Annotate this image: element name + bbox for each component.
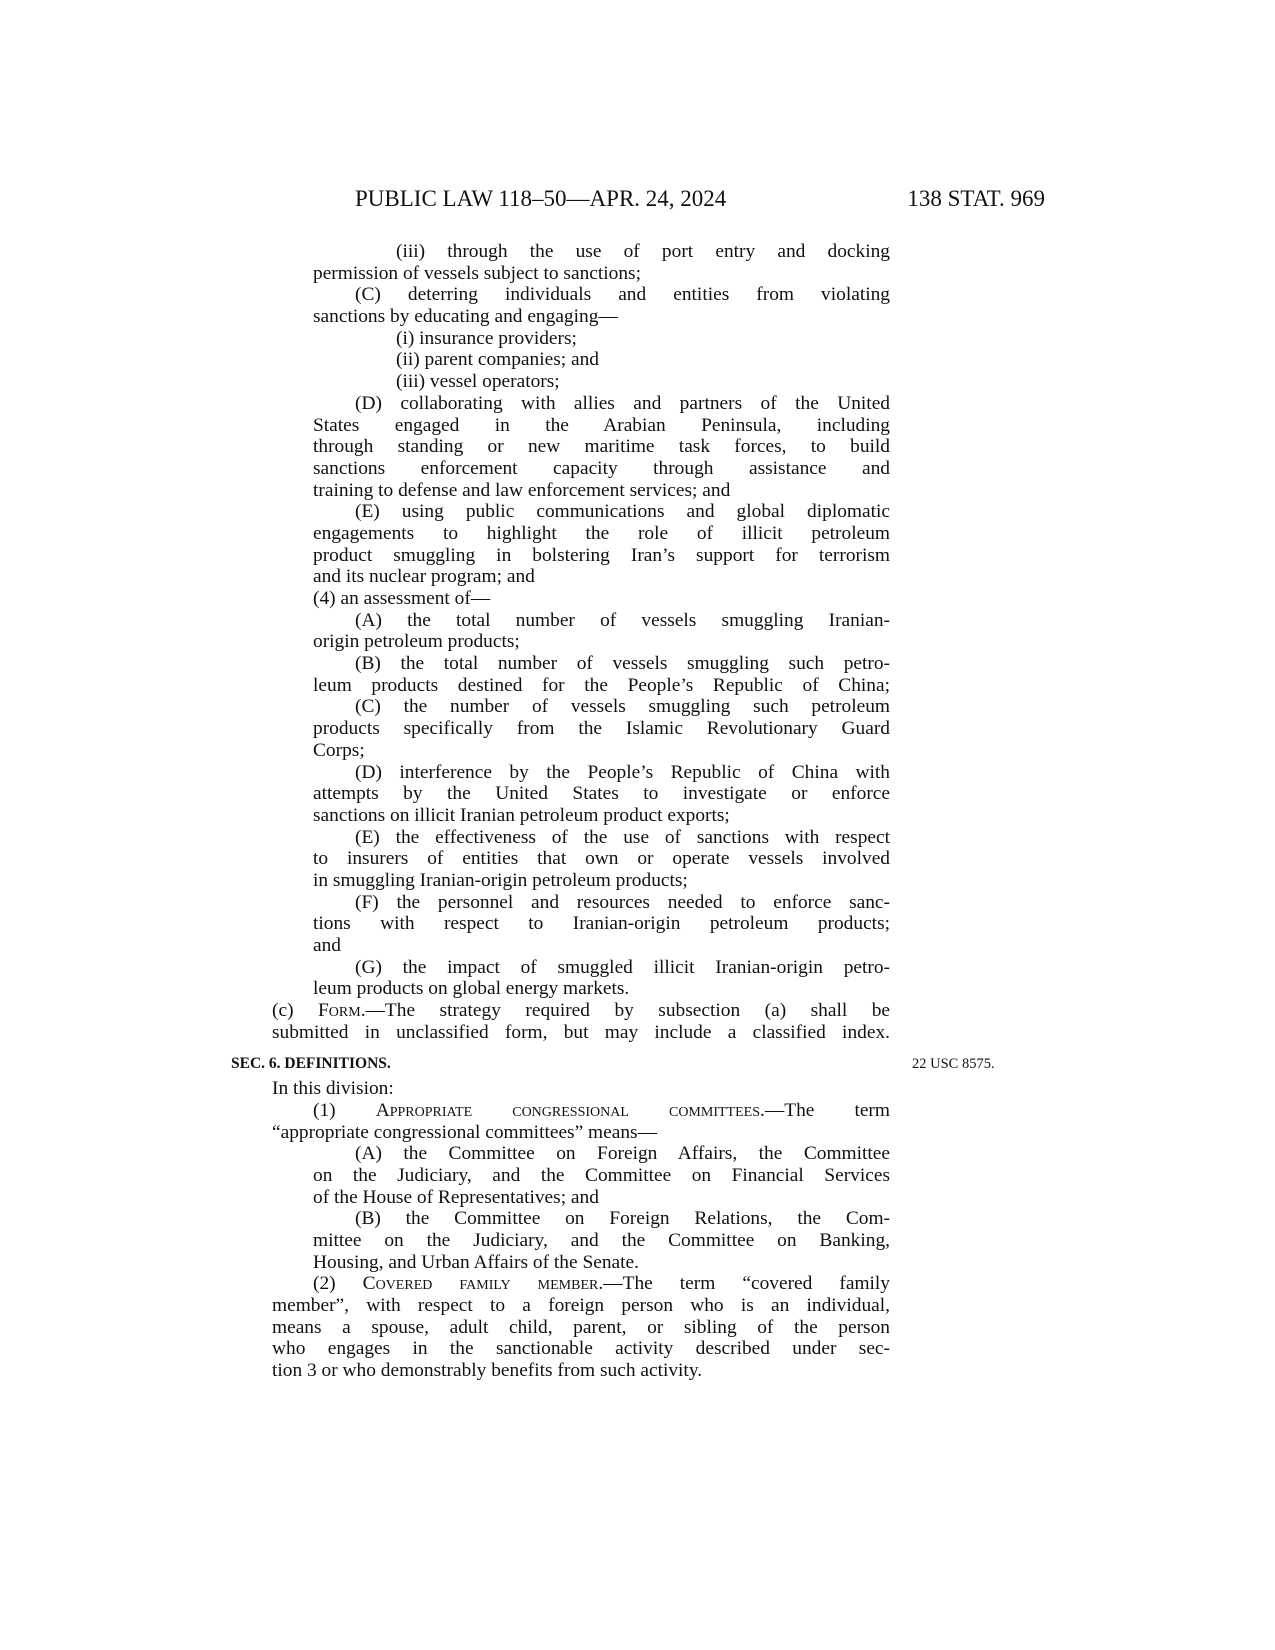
line-text: (C) the number of vessels smuggling such petroleum bbox=[355, 696, 890, 718]
text-line bbox=[272, 1122, 890, 1144]
text-line bbox=[313, 458, 890, 480]
text-line bbox=[355, 393, 890, 415]
text-line bbox=[313, 415, 890, 437]
text-line bbox=[313, 263, 890, 285]
text-line bbox=[313, 480, 890, 502]
line-text: (iii) through the use of port entry and docking bbox=[396, 241, 890, 262]
text-line bbox=[355, 762, 890, 784]
line-text: products specifically from the Islamic Revolutionary Guard bbox=[313, 718, 890, 740]
line-text: sanctions by educating and engaging— bbox=[313, 306, 618, 328]
line-text: (4) an assessment of— bbox=[313, 588, 491, 609]
text-line bbox=[355, 653, 890, 675]
text-line bbox=[313, 545, 890, 567]
strategy-text-block bbox=[0, 241, 1275, 1043]
text-line bbox=[313, 1100, 890, 1122]
line-text: leum products destined for the People’s Republic of China; bbox=[313, 674, 890, 696]
text-line bbox=[355, 957, 890, 979]
line-text: member”, with respect to a foreign person who is an individual, bbox=[272, 1295, 890, 1316]
line-text: sanctions on illicit Iranian petroleum product exports; bbox=[313, 804, 730, 826]
text-line bbox=[355, 892, 890, 914]
text-line bbox=[396, 349, 890, 371]
line-text: permission of vessels subject to sanctions; bbox=[313, 262, 641, 284]
section-heading: SEC. 6. DEFINITIONS. bbox=[231, 1055, 391, 1073]
line-text: (F) the personnel and resources needed to enforce sanc- bbox=[355, 891, 890, 913]
text-line bbox=[272, 1022, 890, 1044]
text-line bbox=[313, 1252, 890, 1274]
line-text: (E) using public communications and global diplomatic bbox=[355, 501, 890, 523]
line-text: (A) the Committee on Foreign Affairs, the Committee bbox=[355, 1143, 890, 1165]
usc-margin-note: 22 USC 8575. bbox=[912, 1056, 995, 1073]
text-line bbox=[355, 696, 890, 718]
text-line bbox=[313, 675, 890, 697]
line-text: States engaged in the Arabian Peninsula, including bbox=[313, 414, 890, 436]
text-line bbox=[396, 328, 890, 350]
text-line bbox=[313, 805, 890, 827]
header-public-law: PUBLIC LAW 118–50—APR. 24, 2024 bbox=[355, 186, 727, 211]
definitions-text-block bbox=[0, 1078, 1275, 1382]
line-text: submitted in unclassified form, but may include a classified index. bbox=[272, 1021, 890, 1043]
line-text: mittee on the Judiciary, and the Committee on Banking, bbox=[313, 1229, 890, 1251]
line-text: on the Judiciary, and the Committee on Financial Services bbox=[313, 1164, 890, 1186]
text-line bbox=[313, 1187, 890, 1209]
line-text: In this division: bbox=[272, 1078, 394, 1100]
line-text: (A) the total number of vessels smuggling Iranian- bbox=[355, 609, 890, 631]
paragraph-number: (2) bbox=[313, 1273, 363, 1295]
defined-term-heading: Form bbox=[318, 1000, 361, 1022]
text-line bbox=[396, 241, 890, 263]
line-text: who engages in the sanctionable activity described under sec- bbox=[272, 1338, 890, 1360]
line-text: and bbox=[313, 935, 341, 956]
line-text: origin petroleum products; bbox=[313, 631, 520, 653]
line-text: Housing, and Urban Affairs of the Senate. bbox=[313, 1251, 639, 1273]
text-line bbox=[313, 1273, 890, 1295]
text-line bbox=[355, 1143, 890, 1165]
text-line bbox=[313, 978, 890, 1000]
line-text: to insurers of entities that own or operate vessels involved bbox=[313, 848, 890, 870]
line-text: (i) insurance providers; bbox=[396, 327, 577, 349]
line-text: .—The term bbox=[759, 1099, 890, 1121]
text-line bbox=[272, 1000, 890, 1022]
line-text: training to defense and law enforcement services; and bbox=[313, 479, 731, 501]
line-text: of the House of Representatives; and bbox=[313, 1186, 599, 1208]
text-line bbox=[313, 870, 890, 892]
text-line bbox=[313, 306, 890, 328]
line-text: “appropriate congressional committees” means— bbox=[272, 1121, 657, 1143]
text-line bbox=[313, 566, 890, 588]
defined-term-heading: Appropriate congressional committees bbox=[375, 1099, 760, 1121]
line-text: product smuggling in bolstering Iran’s support for terrorism bbox=[313, 544, 890, 566]
text-line bbox=[272, 1078, 890, 1100]
text-line bbox=[272, 1317, 890, 1339]
line-text: (B) the Committee on Foreign Relations, the Com- bbox=[355, 1208, 890, 1230]
line-text: .—The term “covered family bbox=[598, 1273, 890, 1295]
line-text: (E) the effectiveness of the use of sanctions with respect bbox=[355, 826, 890, 848]
line-text: (iii) vessel operators; bbox=[396, 371, 560, 393]
header-page-number: 138 STAT. 969 bbox=[907, 186, 1045, 211]
line-text: (B) the total number of vessels smuggling such petro- bbox=[355, 653, 890, 675]
text-line bbox=[355, 1208, 890, 1230]
text-line bbox=[313, 740, 890, 762]
text-line bbox=[313, 1230, 890, 1252]
text-line bbox=[313, 783, 890, 805]
text-line bbox=[313, 848, 890, 870]
text-line bbox=[313, 913, 890, 935]
line-text: in smuggling Iranian-origin petroleum products; bbox=[313, 869, 688, 891]
text-line bbox=[313, 935, 890, 957]
section-heading-row bbox=[0, 1051, 1275, 1073]
text-line bbox=[313, 523, 890, 545]
paragraph-number: (1) bbox=[313, 1099, 376, 1121]
line-text: sanctions enforcement capacity through assistance and bbox=[313, 457, 890, 479]
line-text: means a spouse, adult child, parent, or sibling of the person bbox=[272, 1316, 890, 1338]
defined-term-heading: Covered family member bbox=[362, 1273, 599, 1295]
line-text: (D) interference by the People’s Republic of China with bbox=[355, 761, 890, 783]
line-text: (G) the impact of smuggled illicit Iranian-origin petro- bbox=[355, 956, 890, 978]
line-text: and its nuclear program; and bbox=[313, 566, 535, 588]
line-text: engagements to highlight the role of illicit petroleum bbox=[313, 522, 890, 544]
text-line bbox=[313, 436, 890, 458]
line-text: (ii) parent companies; and bbox=[396, 349, 599, 371]
line-text: tions with respect to Iranian-origin petroleum products; bbox=[313, 913, 890, 935]
text-line bbox=[313, 1165, 890, 1187]
text-line bbox=[396, 371, 890, 393]
text-line bbox=[313, 631, 890, 653]
line-text: through standing or new maritime task forces, to build bbox=[313, 436, 890, 458]
line-text: leum products on global energy markets. bbox=[313, 978, 630, 1000]
text-line bbox=[313, 718, 890, 740]
text-line bbox=[272, 1295, 890, 1317]
line-text: .—The strategy required by subsection (a) shall be bbox=[360, 1000, 891, 1022]
text-line bbox=[272, 1338, 890, 1360]
paragraph-number: (c) bbox=[272, 1000, 318, 1022]
text-line bbox=[355, 284, 890, 306]
body-text bbox=[0, 241, 1275, 1382]
text-line bbox=[355, 501, 890, 523]
text-line bbox=[313, 588, 890, 610]
line-text: Corps; bbox=[313, 739, 365, 761]
line-text: (D) collaborating with allies and partners of the United bbox=[355, 392, 890, 414]
line-text: (C) deterring individuals and entities from violating bbox=[355, 284, 890, 306]
text-line bbox=[355, 827, 890, 849]
line-text: attempts by the United States to investigate or enforce bbox=[313, 783, 890, 805]
line-text: tion 3 or who demonstrably benefits from such activity. bbox=[272, 1360, 703, 1382]
text-line bbox=[272, 1360, 890, 1382]
running-header bbox=[355, 183, 1045, 215]
text-line bbox=[355, 610, 890, 632]
